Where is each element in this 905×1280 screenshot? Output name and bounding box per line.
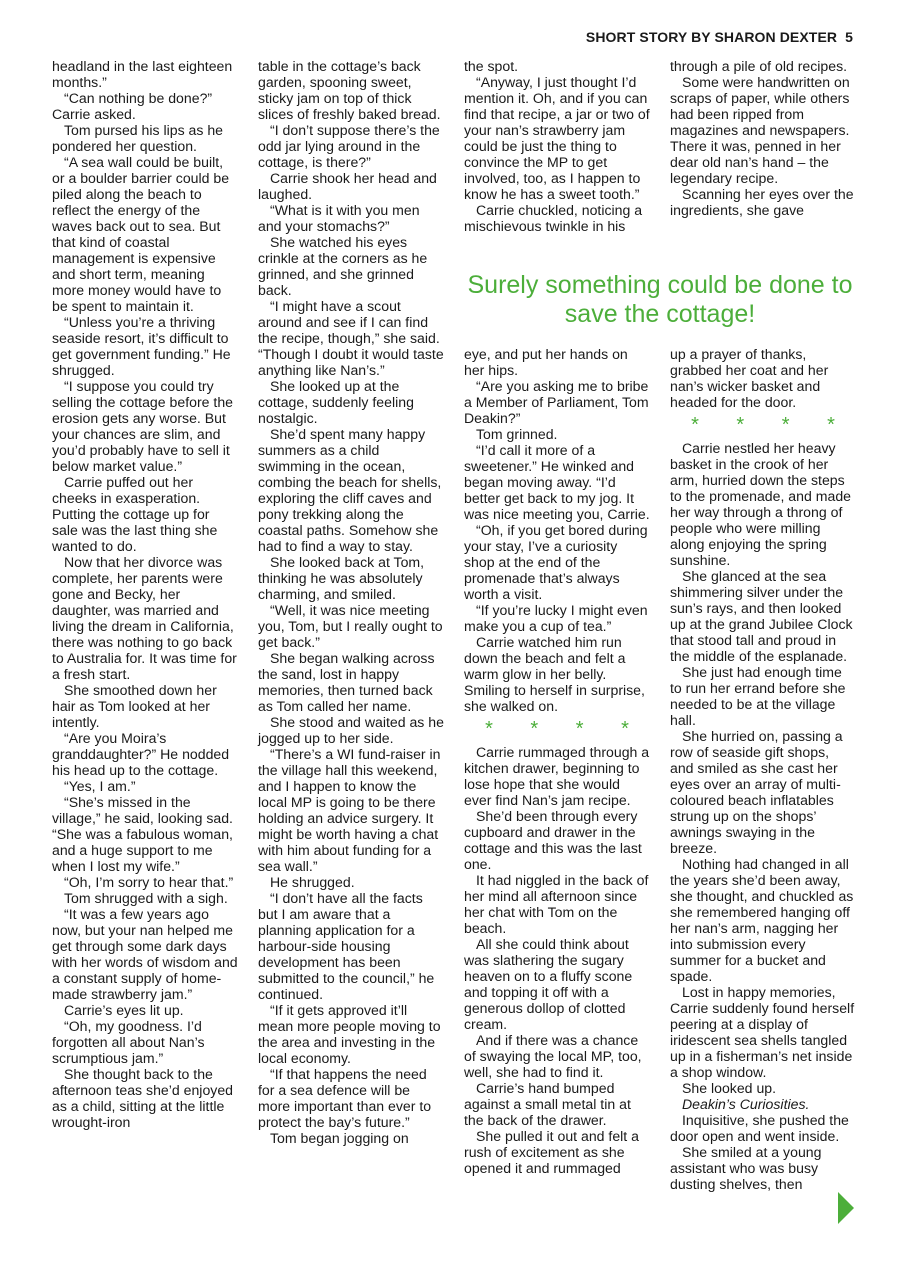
section-break-stars: * * * * (485, 718, 645, 740)
paragraph: “If it gets approved it’ll mean more people moving to the area and investing in the local economy. (258, 1002, 441, 1066)
paragraph: “Unless you’re a thriving seaside resort, it’s difficult to get government funding.” He shrugged. (52, 314, 231, 378)
paragraph: “Anyway, I just thought I’d mention it. Oh, and if you can find that recipe, a jar or two of your nan’s strawberry jam could be just the thing to convince the MP to get involved, too, as I happen to know he has a sweet tooth.” (464, 74, 650, 202)
text-column-3-bottom (464, 346, 650, 1176)
paragraph: He shrugged. (270, 874, 355, 890)
paragraph: Tom began jogging on (270, 1130, 409, 1146)
paragraph: “I don’t have all the facts but I am aware that a planning application for a harbour-side housing development has been submitted to the council,” he continued. (258, 890, 435, 1002)
paragraph: It had niggled in the back of her mind all afternoon since her chat with Tom on the beach. (464, 872, 649, 936)
paragraph: She just had enough time to run her errand before she needed to be at the village hall. (670, 664, 846, 728)
col3-section-b (464, 744, 650, 1176)
paragraph: She looked back at Tom, thinking he was absolutely charming, and smiled. (258, 554, 425, 602)
paragraph: “Oh, my goodness. I’d forgotten all about Nan’s scrumptious jam.” (52, 1018, 205, 1066)
paragraph: “Can nothing be done?” Carrie asked. (52, 90, 213, 122)
paragraph: “I’d call it more of a sweetener.” He winked and began moving away. “I’d better get back to my jog. It was nice meeting you, Carrie. (464, 442, 650, 522)
section-break-stars: * * * * (691, 414, 851, 436)
paragraph: Tom grinned. (476, 426, 558, 442)
text-column-4-bottom (670, 346, 856, 1192)
paragraph: “I don’t suppose there’s the odd jar lying around in the cottage, is there?” (258, 122, 440, 170)
text-column-2 (258, 58, 444, 1146)
paragraph: She thought back to the afternoon teas she’d enjoyed as a child, sitting at the little wrought-iron (52, 1066, 234, 1130)
paragraph: Carrie shook her head and laughed. (258, 170, 437, 202)
paragraph: Tom pursed his lips as he pondered her question. (52, 122, 224, 154)
paragraph: She looked up at the cottage, suddenly feeling nostalgic. (258, 378, 414, 426)
paragraph: “If you’re lucky I might even make you a cup of tea.” (464, 602, 648, 634)
paragraph: the spot. (464, 58, 519, 74)
paragraph: Carrie watched him run down the beach and felt a warm glow in her belly. Smiling to herself in surprise, she walked on. (464, 634, 645, 714)
text-column-1 (52, 58, 238, 1130)
text-column-4-top (670, 58, 856, 218)
paragraph: “Oh, if you get bored during your stay, I’ve a curiosity shop at the end of the promenade that’s always worth a visit. (464, 522, 648, 602)
paragraph: She watched his eyes crinkle at the corners as he grinned, and she grinned back. (258, 234, 428, 298)
paragraph: Deakin’s Curiosities. (682, 1096, 810, 1112)
paragraph: Carrie chuckled, noticing a mischievous twinkle in his (464, 202, 643, 234)
paragraph: She glanced at the sea shimmering silver under the sun’s rays, and then looked up at the grand Jubilee Clock that stood tall and proud in the middle of the esplanade. (670, 568, 853, 664)
paragraph: “Yes, I am.” (64, 778, 136, 794)
paragraph: She hurried on, passing a row of seaside gift shops, and smiled as she cast her eyes over an array of multi-coloured beach inflatables strung up on the shops’ awnings swaying in the breeze. (670, 728, 843, 856)
paragraph: “She’s missed in the village,” he said, looking sad. “She was a fabulous woman, and a huge support to me when I lost my wife.” (52, 794, 233, 874)
paragraph: Lost in happy memories, Carrie suddenly found herself peering at a display of iridescent sea shells tangled up in a fisherman’s net inside a shop window. (670, 984, 855, 1080)
continue-arrow-icon (838, 1192, 854, 1224)
paragraph: Tom shrugged with a sigh. (64, 890, 228, 906)
text-column-3-top (464, 58, 650, 234)
paragraph: Carrie rummaged through a kitchen drawer, beginning to lose hope that she would ever find Nan’s jam recipe. (464, 744, 650, 808)
paragraph: Carrie puffed out her cheeks in exasperation. Putting the cottage up for sale was the last thing she wanted to do. (52, 474, 218, 554)
paragraph: She’d spent many happy summers as a child swimming in the ocean, combing the beach for shells, exploring the cliff caves and pony trekking along the coastal paths. Somehow she had to find a way to stay. (258, 426, 442, 554)
paragraph: “Well, it was nice meeting you, Tom, but I really ought to get back.” (258, 602, 443, 650)
paragraph: She’d been through every cupboard and drawer in the cottage and this was the last one. (464, 808, 642, 872)
paragraph: up a prayer of thanks, grabbed her coat and her nan’s wicker basket and headed for the door. (670, 346, 829, 410)
paragraph: “Oh, I’m sorry to hear that.” (64, 874, 234, 890)
paragraph: “I might have a scout around and see if I can find the recipe, though,” she said. “Though I doubt it would taste anything like Nan’s.” (258, 298, 444, 378)
col3-section-a (464, 346, 650, 714)
paragraph: Carrie nestled her heavy basket in the crook of her arm, hurried down the steps to the promenade, and made her way through a throng of people who were milling along enjoying the spring sunshine. (670, 440, 851, 568)
paragraph: “Are you asking me to bribe a Member of Parliament, Tom Deakin?” (464, 378, 649, 426)
paragraph: Now that her divorce was complete, her parents were gone and Becky, her daughter, was married and living the dream in California, there was nothing to go back to Australia for. It was time for a fresh start. (52, 554, 237, 682)
paragraph: Scanning her eyes over the ingredients, she gave (670, 186, 854, 218)
paragraph: Nothing had changed in all the years she’d been away, she thought, and chuckled as she remembered hanging off her nan’s arm, nagging her into submission every summer for a bucket and spade. (670, 856, 854, 984)
paragraph: table in the cottage’s back garden, spooning sweet, sticky jam on top of thick slices of freshly baked bread. (258, 58, 441, 122)
paragraph: She smoothed down her hair as Tom looked at her intently. (52, 682, 217, 730)
paragraph: She looked up. (682, 1080, 777, 1096)
paragraph: “Are you Moira’s granddaughter?” He nodded his head up to the cottage. (52, 730, 230, 778)
paragraph: “A sea wall could be built, or a boulder barrier could be piled along the beach to reflect the energy of the waves back out to sea. But that kind of coastal management is expensive and short term, meaning more money would have to be spent to maintain it. (52, 154, 230, 314)
paragraph: And if there was a chance of swaying the local MP, too, well, she had to find it. (464, 1032, 642, 1080)
paragraph: All she could think about was slathering the sugary heaven on to a fluffy scone and topping it off with a generous dollop of clotted cream. (464, 936, 633, 1032)
col4-section-a (670, 346, 856, 410)
paragraph: Carrie’s hand bumped against a small metal tin at the back of the drawer. (464, 1080, 631, 1128)
paragraph: She smiled at a young assistant who was busy dusting shelves, then (670, 1144, 822, 1192)
paragraph: “What is it with you men and your stomachs?” (258, 202, 420, 234)
paragraph: through a pile of old recipes. (670, 58, 848, 74)
paragraph: headland in the last eighteen months.” (52, 58, 233, 90)
story-byline: SHORT STORY BY SHARON DEXTER (585, 29, 838, 45)
paragraph: “I suppose you could try selling the cottage before the erosion gets any worse. But your chances are slim, and you’d probably have to sell it below market value.” (52, 378, 233, 474)
paragraph: “If that happens the need for a sea defence will be more important than ever to protect the bay’s future.” (258, 1066, 432, 1130)
paragraph: “It was a few years ago now, but your nan helped me get through some dark days with her words of wisdom and a constant supply of home-made strawberry jam.” (52, 906, 238, 1002)
page-header (586, 29, 853, 45)
paragraph: Carrie’s eyes lit up. (64, 1002, 184, 1018)
paragraph: “There’s a WI fund-raiser in the village hall this weekend, and I happen to know the local MP is going to be there holding an advice surgery. It might be worth having a chat with him about funding for a sea wall.” (258, 746, 441, 874)
paragraph: She began walking across the sand, lost in happy memories, then turned back as Tom called her name. (258, 650, 435, 714)
page-number: 5 (845, 29, 853, 45)
paragraph: She pulled it out and felt a rush of excitement as she opened it and rummaged (464, 1128, 639, 1176)
paragraph: She stood and waited as he jogged up to her side. (258, 714, 444, 746)
paragraph: Some were handwritten on scraps of paper, while others had been ripped from magazines and newspapers. There it was, penned in her dear old nan’s hand – the legendary recipe. (670, 74, 850, 186)
paragraph: Inquisitive, she pushed the door open and went inside. (670, 1112, 849, 1144)
pull-quote: Surely something could be done to save the cottage! (467, 271, 853, 328)
col4-section-b (670, 440, 856, 1192)
paragraph: eye, and put her hands on her hips. (464, 346, 628, 378)
